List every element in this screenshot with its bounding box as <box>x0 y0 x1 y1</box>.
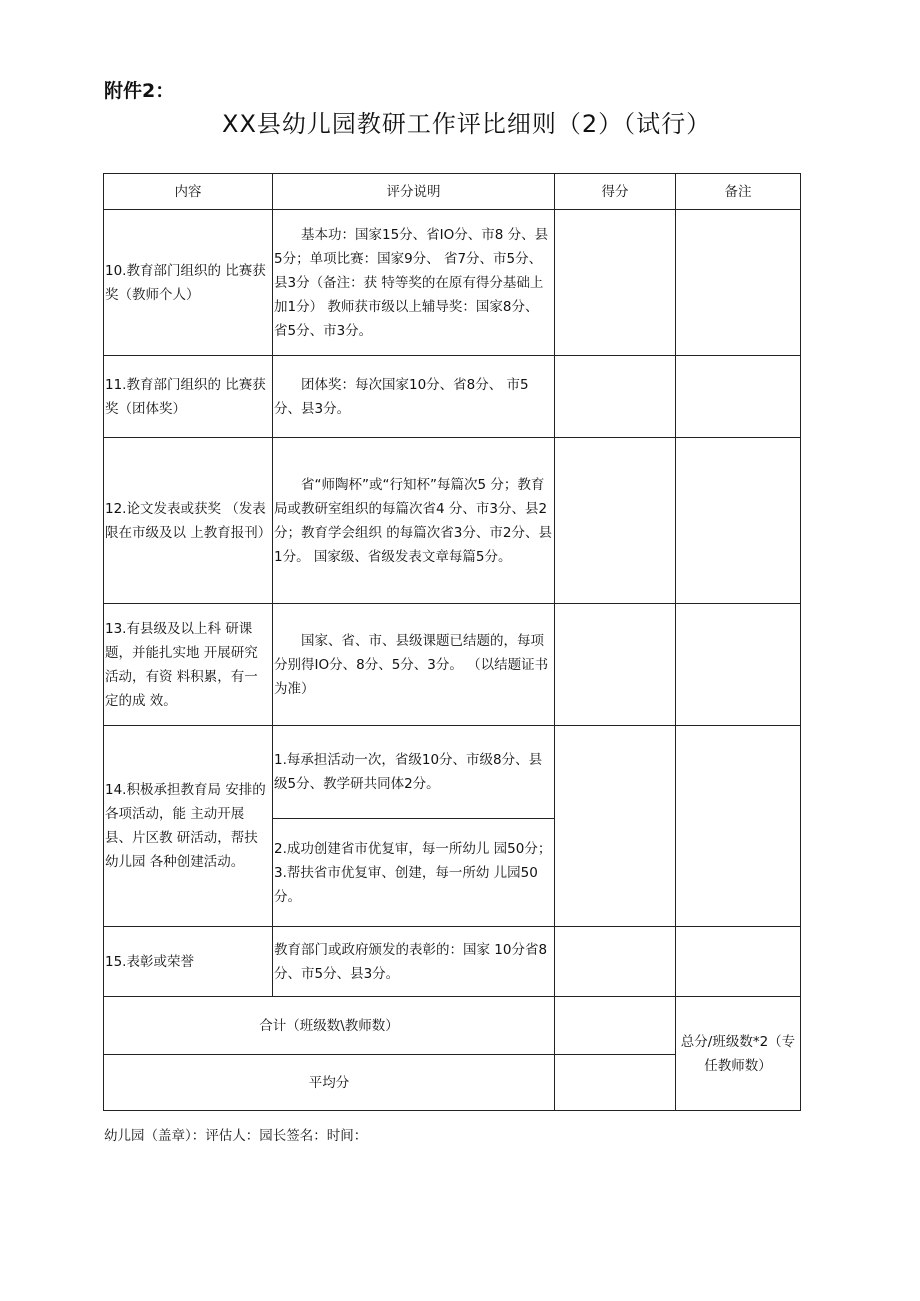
score-cell[interactable] <box>555 356 676 438</box>
average-score-cell[interactable] <box>555 1055 676 1111</box>
row-explanation-split <box>273 726 555 927</box>
score-cell[interactable] <box>555 927 676 997</box>
row-explanation: 国家、省、市、县级课题已结题的，每项分别得IO分、8分、5分、3分。 （以结题证书为准） <box>273 604 555 726</box>
row-content: 12.论文发表或获奖 （发表限在市级及以 上教育报刊） <box>104 438 273 604</box>
header-content: 内容 <box>104 174 273 210</box>
total-score-cell[interactable] <box>555 997 676 1055</box>
table-row <box>104 438 801 604</box>
signature-line: 幼儿园（盖章）：评估人：园长签名：时间： <box>104 1128 368 1144</box>
remark-cell[interactable] <box>676 438 801 604</box>
row-content: 11.教育部门组织的 比赛获奖（团体奖） <box>104 356 273 438</box>
table-row <box>104 356 801 438</box>
row-explanation: 教育部门或政府颁发的表彰的：国家 10分省8分、市5分、县3分。 <box>273 927 555 997</box>
score-cell[interactable] <box>555 438 676 604</box>
header-explanation: 评分说明 <box>273 174 555 210</box>
row-content: 15.表彰或荣誉 <box>104 927 273 997</box>
score-cell[interactable] <box>555 604 676 726</box>
explanation-part-2 <box>273 819 554 926</box>
table-row <box>104 210 801 356</box>
row-explanation: 团体奖：每次国家10分、省8分、 市5分、县3分。 <box>273 356 555 438</box>
page-title: XX县幼儿园教研工作评比细则（2）（试行） <box>222 110 712 138</box>
total-label: 合计（班级数\教师数） <box>104 997 555 1055</box>
explanation-text: 2.成功创建省市优复审，每一所幼儿 园50分； <box>274 840 552 857</box>
total-note: 总分/班级数*2（专任教师数） <box>676 997 801 1111</box>
remark-cell[interactable] <box>676 927 801 997</box>
remark-cell[interactable] <box>676 356 801 438</box>
table-row <box>104 604 801 726</box>
total-row <box>104 997 801 1055</box>
score-cell[interactable] <box>555 726 676 927</box>
explanation-text: 3.帮扶省市优复审、创建，每一所幼 儿园50分。 <box>274 864 538 905</box>
table-row <box>104 927 801 997</box>
remark-cell[interactable] <box>676 604 801 726</box>
row-content: 10.教育部门组织的 比赛获奖（教师个人） <box>104 210 273 356</box>
row-content: 13.有县级及以上科 研课题，并能扎实地 开展研究活动，有资 料积累，有一定的成 效。 <box>104 604 273 726</box>
explanation-text: 1.每承担活动一次，省级10分、市级8分、县级5分、教学研共同体2分。 <box>274 752 543 792</box>
table-row <box>104 726 801 927</box>
row-content: 14.积极承担教育局 安排的各项活动，能 主动开展县、片区教 研活动，帮扶幼儿园 各种创建活动。 <box>104 726 273 927</box>
explanation-part-1 <box>273 726 554 819</box>
attachment-label: 附件2： <box>104 80 175 102</box>
header-row <box>104 174 801 210</box>
header-score: 得分 <box>555 174 676 210</box>
row-explanation: 省“师陶杯”或“行知杯”每篇次5 分；教育局或教研室组织的每篇次省4 分、市3分、县2分；教育学会组织 的每篇次省3分、市2分、县1分。 国家级、省级发表文章每篇5分。 <box>273 438 555 604</box>
remark-cell[interactable] <box>676 210 801 356</box>
remark-cell[interactable] <box>676 726 801 927</box>
scoring-table <box>103 173 801 1111</box>
row-explanation: 基本功：国家15分、省IO分、市8 分、县5分；单项比赛：国家9分、 省7分、市5分、县3分（备注：获 特等奖的在原有得分基础上加1分） 教师获市级以上辅导奖：国家8分、 省5分、市3分。 <box>273 210 555 356</box>
score-cell[interactable] <box>555 210 676 356</box>
header-remark: 备注 <box>676 174 801 210</box>
average-label: 平均分 <box>104 1055 555 1111</box>
